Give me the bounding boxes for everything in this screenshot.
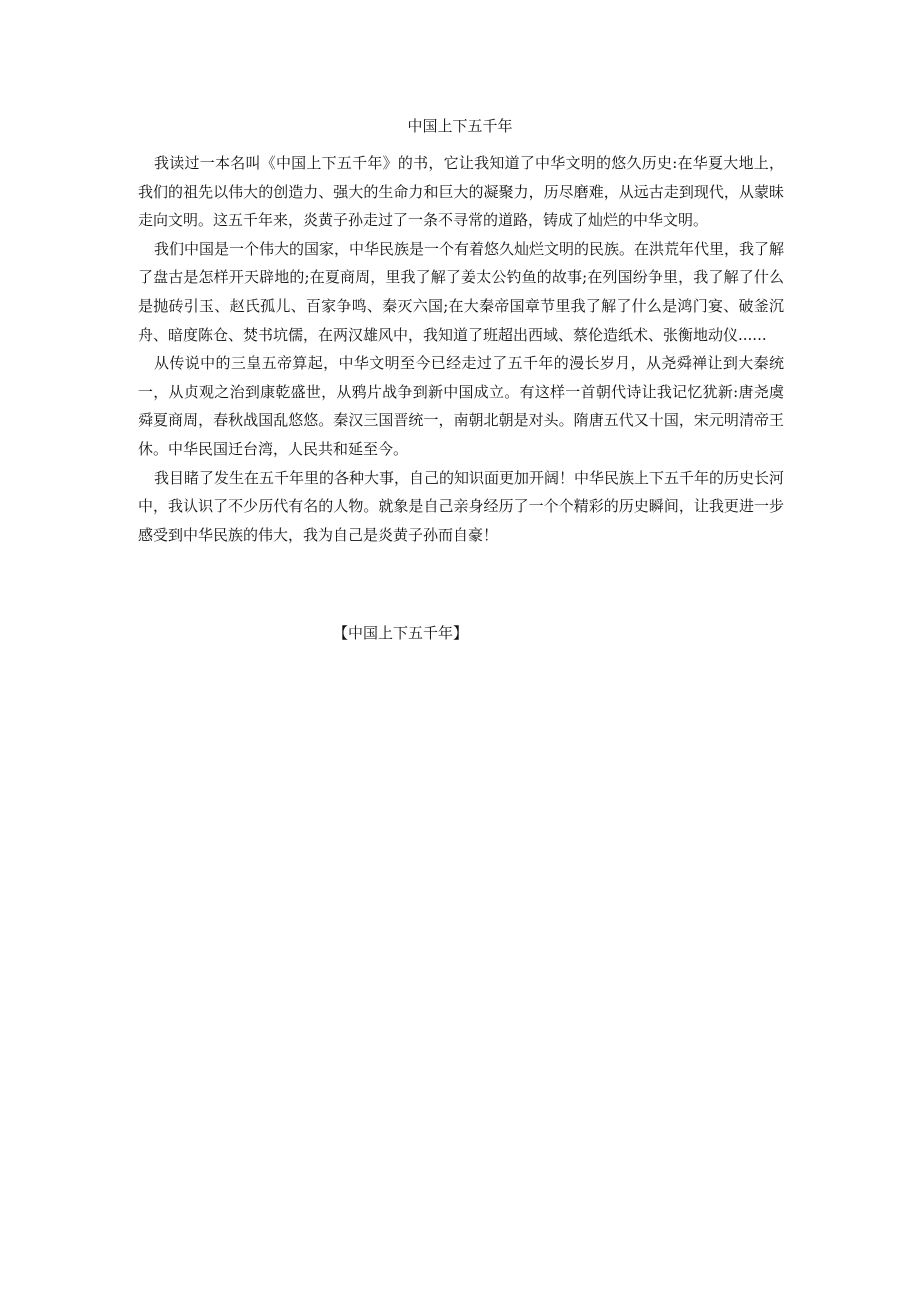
paragraph-4: 我目睹了发生在五千年里的各种大事，自己的知识面更加开阔！中华民族上下五千年的历史长河中，我认识了不少历代有名的人物。就象是自己亲身经历了一个个精彩的历史瞬间，让我更进一步感受到中华民族的伟大，我为自己是炎黄子孙而自豪！ [138,468,785,544]
paragraph-1: 我读过一本名叫《中国上下五千年》的书，它让我知道了中华文明的悠久历史:在华夏大地上，我们的祖先以伟大的创造力、强大的生命力和巨大的凝聚力，历尽磨难，从远古走到现代，从蒙昧走向文明。这五千年来，炎黄子孙走过了一条不寻常的道路，铸成了灿烂的中华文明。 [138,154,784,230]
document-body [138,149,784,549]
paragraph-2: 我们中国是一个伟大的国家，中华民族是一个有着悠久灿烂文明的民族。在洪荒年代里，我了解了盘古是怎样开天辟地的;在夏商周，里我了解了姜太公钓鱼的故事;在列国纷争里，我了解了什么是抛砖引玉、赵氏孤儿、百家争鸣、秦灭六国;在大秦帝国章节里我了解了什么是鸿门宴、破釜沉舟、暗度陈仓、焚书坑儒，在两汉雄风中，我知道了班超出西域、蔡伦造纸术、张衡地动仪...... [138,239,785,344]
paragraph-3: 从传说中的三皇五帝算起，中华文明至今已经走过了五千年的漫长岁月，从尧舜禅让到大秦统一，从贞观之治到康乾盛世，从鸦片战争到新中国成立。有这样一首朝代诗让我记忆犹新:唐尧虞舜夏商周，春秋战国乱悠悠。秦汉三国晋统一，南朝北朝是对头。隋唐五代又十国，宋元明清帝王休。中华民国迁台湾，人民共和延至今。 [138,354,784,458]
footer-title: 【中国上下五千年】 [333,624,469,642]
document-title: 中国上下五千年 [407,117,513,135]
